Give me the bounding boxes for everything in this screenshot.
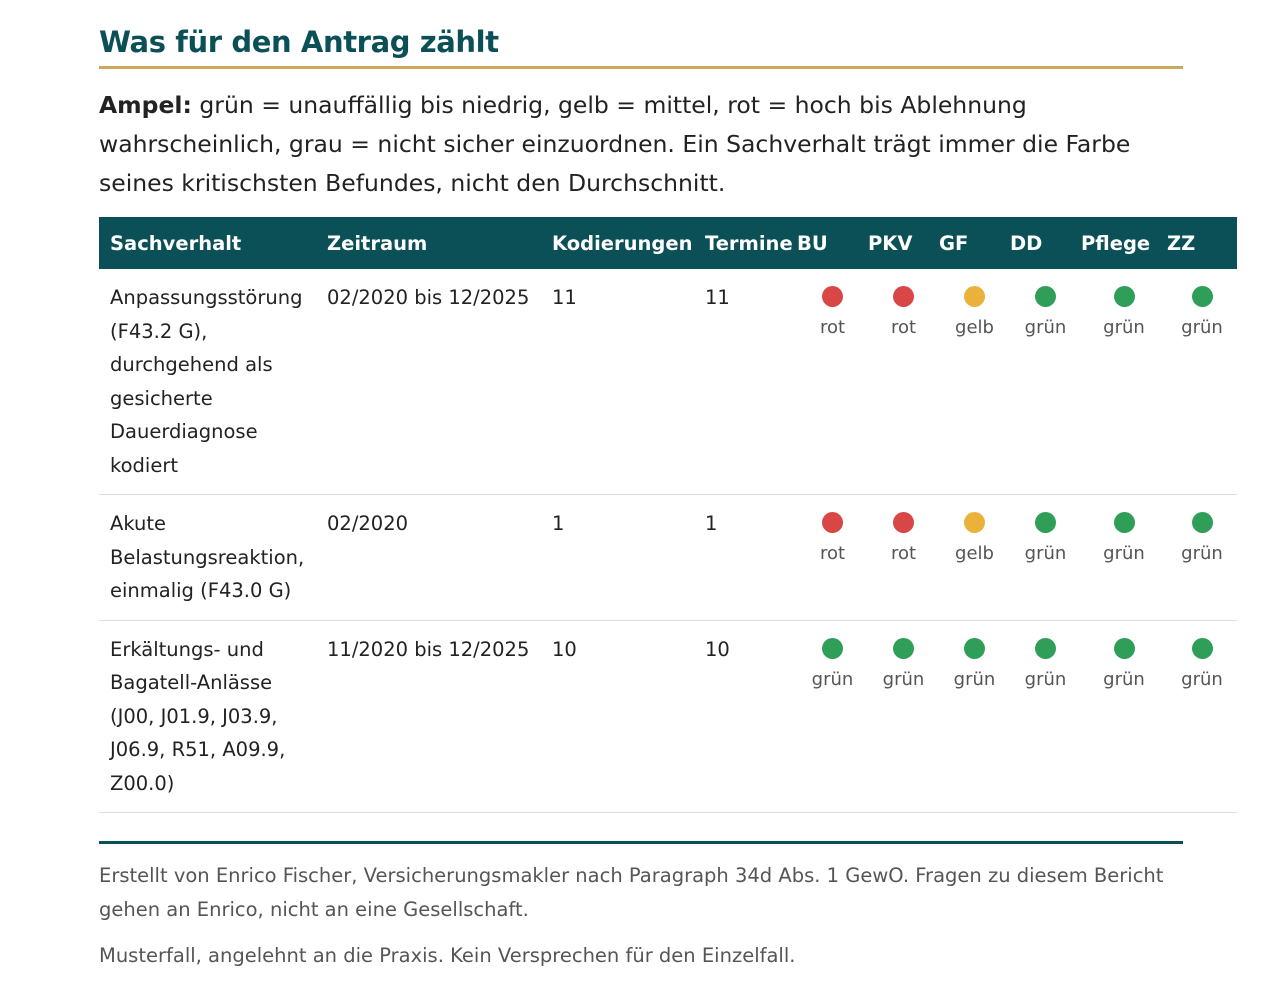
table-body bbox=[99, 269, 1237, 813]
cell-sachverhalt: Anpassungsstörung (F43.2 G), durchgehend als gesicherte Dauerdiagnose kodiert bbox=[99, 269, 316, 495]
cell-risk-pflege bbox=[1081, 620, 1167, 813]
cell-risk-gf bbox=[939, 269, 1010, 495]
ampel-dot-icon bbox=[964, 286, 985, 307]
section-title: Was für den Antrag zählt bbox=[99, 25, 499, 59]
ampel-label: grün bbox=[1103, 317, 1145, 338]
ampel-label: grün bbox=[1024, 317, 1067, 338]
ampel-dot-icon bbox=[1114, 286, 1135, 307]
ampel-label: grün bbox=[882, 668, 925, 690]
ampel-dot-icon bbox=[1114, 638, 1135, 659]
header-zeitraum: Zeitraum bbox=[316, 217, 541, 269]
footer-divider bbox=[99, 841, 1183, 844]
cell-risk-pkv bbox=[868, 269, 939, 495]
cell-zeitraum: 11/2020 bis 12/2025 bbox=[316, 620, 541, 813]
ampel-label: rot bbox=[890, 543, 917, 564]
legend-text: grün = unauffällig bis niedrig, gelb = mittel, rot = hoch bis Ablehnung wahrscheinlich, grau = nicht sicher einzuordnen. Ein Sachverhalt trägt immer die Farbe seines kritischsten Befundes, nicht den Durchschnitt. bbox=[99, 91, 1131, 197]
ampel-label: grün bbox=[1181, 668, 1223, 690]
cell-risk-pflege bbox=[1081, 495, 1167, 621]
header-dd: DD bbox=[1010, 217, 1081, 269]
ampel-label: grün bbox=[1103, 668, 1145, 690]
ampel-label: rot bbox=[819, 543, 846, 564]
ampel-dot-icon bbox=[964, 512, 985, 533]
footer-author-note: Erstellt von Enrico Fischer, Versicherungsmakler nach Paragraph 34d Abs. 1 GewO. Fragen zu diesem Bericht gehen an Enrico, nicht an eine Gesellschaft. bbox=[99, 864, 1164, 921]
cell-termine: 1 bbox=[694, 495, 797, 621]
cell-risk-pkv bbox=[868, 495, 939, 621]
cell-risk-dd bbox=[1010, 495, 1081, 621]
ampel-dot-icon bbox=[1192, 286, 1213, 307]
cell-kodierungen: 11 bbox=[541, 269, 694, 495]
cell-kodierungen: 1 bbox=[541, 495, 694, 621]
ampel-label: grün bbox=[811, 668, 854, 690]
cell-termine: 11 bbox=[694, 269, 797, 495]
table-row bbox=[99, 269, 1237, 495]
cell-zeitraum: 02/2020 bbox=[316, 495, 541, 621]
cell-risk-gf bbox=[939, 620, 1010, 813]
cell-risk-bu bbox=[797, 495, 868, 621]
ampel-dot-icon bbox=[1035, 512, 1056, 533]
ampel-dot-icon bbox=[893, 286, 914, 307]
table-row bbox=[99, 620, 1237, 813]
table-row bbox=[99, 495, 1237, 621]
header-bu: BU bbox=[797, 217, 868, 269]
cell-risk-bu bbox=[797, 269, 868, 495]
ampel-label: grün bbox=[953, 668, 996, 690]
cell-risk-zz bbox=[1167, 495, 1237, 621]
cell-risk-gf bbox=[939, 495, 1010, 621]
title-divider bbox=[99, 66, 1183, 69]
cell-risk-zz bbox=[1167, 620, 1237, 813]
ampel-dot-icon bbox=[822, 512, 843, 533]
ampel-label: grün bbox=[1181, 543, 1223, 564]
ampel-label: grün bbox=[1181, 317, 1223, 338]
cell-risk-dd bbox=[1010, 620, 1081, 813]
header-sachverhalt: Sachverhalt bbox=[99, 217, 316, 269]
footer-disclaimer: Musterfall, angelehnt an die Praxis. Kein Versprechen für den Einzelfall. bbox=[99, 944, 796, 967]
ampel-dot-icon bbox=[1192, 512, 1213, 533]
header-kodierungen: Kodierungen bbox=[541, 217, 694, 269]
cell-risk-pkv bbox=[868, 620, 939, 813]
header-zz: ZZ bbox=[1167, 217, 1237, 269]
header-termine: Termine bbox=[694, 217, 797, 269]
ampel-label: gelb bbox=[955, 317, 994, 338]
ampel-dot-icon bbox=[964, 638, 985, 659]
cell-kodierungen: 10 bbox=[541, 620, 694, 813]
ampel-dot-icon bbox=[893, 512, 914, 533]
header-pkv: PKV bbox=[868, 217, 939, 269]
ampel-dot-icon bbox=[1114, 512, 1135, 533]
cell-termine: 10 bbox=[694, 620, 797, 813]
ampel-label: rot bbox=[819, 317, 846, 338]
cell-sachverhalt: Akute Belastungsreaktion, einmalig (F43.0 G) bbox=[99, 495, 316, 621]
cell-zeitraum: 02/2020 bis 12/2025 bbox=[316, 269, 541, 495]
header-gf: GF bbox=[939, 217, 1010, 269]
facts-table bbox=[99, 217, 1237, 813]
cell-sachverhalt: Erkältungs- und Bagatell-Anlässe (J00, J01.9, J03.9, J06.9, R51, A09.9, Z00.0) bbox=[99, 620, 316, 813]
header-pflege: Pflege bbox=[1081, 217, 1167, 269]
ampel-dot-icon bbox=[893, 638, 914, 659]
ampel-dot-icon bbox=[822, 638, 843, 659]
ampel-dot-icon bbox=[1192, 638, 1213, 659]
ampel-dot-icon bbox=[1035, 286, 1056, 307]
cell-risk-pflege bbox=[1081, 269, 1167, 495]
ampel-label: grün bbox=[1103, 543, 1145, 564]
ampel-label: gelb bbox=[955, 543, 994, 564]
cell-risk-dd bbox=[1010, 269, 1081, 495]
report-footer bbox=[99, 859, 1189, 973]
table-header-row bbox=[99, 217, 1237, 269]
ampel-legend bbox=[99, 86, 1199, 203]
ampel-dot-icon bbox=[1035, 638, 1056, 659]
ampel-label: grün bbox=[1024, 668, 1067, 690]
ampel-dot-icon bbox=[822, 286, 843, 307]
ampel-label: rot bbox=[890, 317, 917, 338]
cell-risk-bu bbox=[797, 620, 868, 813]
cell-risk-zz bbox=[1167, 269, 1237, 495]
legend-lead: Ampel: bbox=[99, 91, 192, 119]
ampel-label: grün bbox=[1024, 543, 1067, 564]
